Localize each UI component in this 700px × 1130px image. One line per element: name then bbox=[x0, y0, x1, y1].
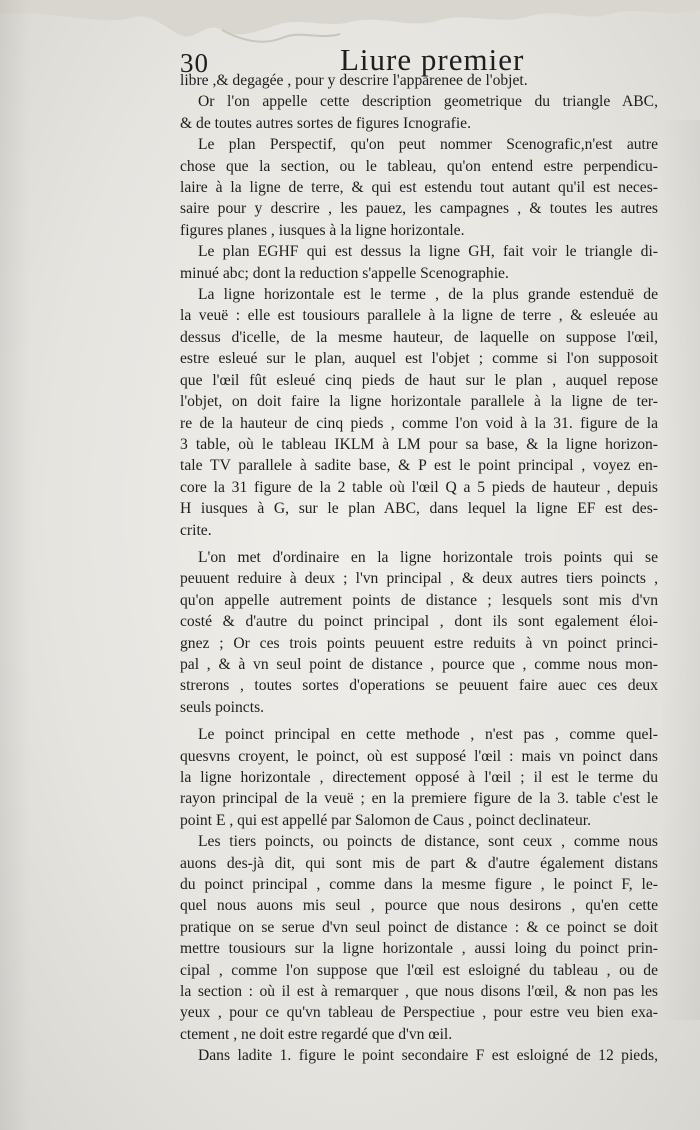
text-line: core la 31 figure de la 2 table où l'œil Q a 5 pieds de hauteur , depuis bbox=[180, 478, 658, 496]
text-line: Le plan EGHF qui est dessus la ligne GH, fait voir le triangle di- bbox=[198, 243, 658, 261]
text-line: qu'on appelle autrement points de distance ; lesquels sont mis d'vn bbox=[180, 591, 658, 609]
text-line: que l'œil fût esleué cinq pieds de haut sur le plan , auquel repose bbox=[180, 371, 658, 389]
text-line: Le plan Perspectif, qu'on peut nommer Scenografic,n'est autre bbox=[198, 136, 658, 154]
text-line: figures planes , iusques à la ligne horizontale. bbox=[180, 221, 465, 239]
text-line: seuls poincts. bbox=[180, 698, 265, 716]
text-line: point E , qui est appellé par Salomon de Caus , poinct declinateur. bbox=[180, 811, 591, 829]
text-line: Les tiers poincts, ou poincts de distance, sont ceux , comme nous bbox=[198, 833, 658, 851]
text-line: auons des-jà dit, qui sont mis de part & d'autre également distans bbox=[180, 854, 658, 872]
text-line: Dans ladite 1. figure le point secondaire F est esloigné de 12 pieds, bbox=[198, 1047, 658, 1065]
text-line: laire à la ligne de terre, & qui est estendu tout autant qu'il est neces- bbox=[180, 179, 658, 197]
text-line: 3 table, où le tableau IKLM à LM pour sa base, & la ligne horizon- bbox=[180, 435, 658, 453]
text-line: rayon principal de la veuë ; en la premiere figure de la 3. table c'est le bbox=[180, 790, 658, 808]
page-edge-shadow bbox=[660, 120, 700, 1020]
text-line: re de la hauteur de cinq pieds , comme l'on void à la 31. figure de la bbox=[180, 414, 658, 432]
text-line: peuuent reduire à deux ; l'vn principal , & deux autres tiers poincts , bbox=[180, 570, 658, 588]
page-number: 30 bbox=[180, 48, 209, 78]
text-line: tale TV parallele à sadite base, & P est le point principal , voyez en- bbox=[180, 457, 658, 475]
text-line: quesvns croyent, le poinct, où est supposé l'œil : mais vn poinct dans bbox=[180, 747, 658, 765]
text-line: saire pour y descrire , les pauez, les campagnes , & toutes les autres bbox=[180, 200, 658, 218]
text-line: ctement , ne doit estre regardé que d'vn œil. bbox=[180, 1025, 453, 1043]
text-line: la ligne horizontale , directement opposé à l'œil ; il est le terme du bbox=[180, 769, 658, 786]
text-line: minué abc; dont la reduction s'appelle Scenographie. bbox=[180, 264, 509, 282]
text-line: & de toutes autres sortes de figures Icnografie. bbox=[180, 114, 471, 132]
text-line: cipal , comme l'on suppose que l'œil est esloigné du tableau , ou de bbox=[180, 961, 658, 979]
text-line: La ligne horizontale est le terme , de la plus grande estenduë de bbox=[198, 286, 658, 304]
page-fold-shadow bbox=[0, 0, 30, 1130]
text-line: strerons , toutes sortes d'operations se peuuent faire auec ces deux bbox=[180, 677, 658, 695]
text-line: H iusques à G, sur le plan ABC, dans lequel la ligne EF est des- bbox=[180, 500, 658, 518]
text-line: quel nous auons mis seul , pource que nous desirons , qu'en cette bbox=[180, 897, 658, 915]
text-line: L'on met d'ordinaire en la ligne horizontale trois points qui se bbox=[198, 548, 658, 566]
running-title: Liure premier bbox=[340, 42, 525, 77]
text-line: dessus d'icelle, de la mesme hauteur, de laquelle on suppose l'œil, bbox=[180, 328, 658, 346]
text-line: libre ,& degagée , pour y descrire l'apparenee de l'objet. bbox=[180, 72, 528, 89]
text-line: la section : où il est à remarquer , que nous disons l'œil, & non pas les bbox=[180, 983, 658, 1001]
body-text bbox=[180, 70, 658, 1067]
text-line: yeux , pour ce qu'vn tableau de Perspectiue , pour estre veu bien exa- bbox=[180, 1004, 658, 1022]
text-line: l'objet, on doit faire la ligne horizontale parallele à la ligne de ter- bbox=[180, 393, 658, 411]
text-line: estre esleué sur le plan, auquel est l'objet ; comme si l'on supposoit bbox=[180, 350, 658, 368]
text-line: du poinct principal , comme dans la mesme figure , le poinct F, le- bbox=[180, 876, 658, 894]
text-line: mettre tousiours sur la ligne horizontale , aussi loing du poinct prin- bbox=[180, 940, 658, 958]
text-line: crite. bbox=[180, 521, 212, 539]
text-line: Le poinct principal en cette methode , n'est pas , comme quel- bbox=[198, 726, 658, 744]
text-line: costé & d'autre du poinct principal , dont ils sont egalement éloi- bbox=[180, 613, 658, 631]
text-line: Or l'on appelle cette description geometrique du triangle ABC, bbox=[198, 93, 658, 111]
text-line: pratique on se serue d'vn seul poinct de distance : & ce poinct se doit bbox=[180, 918, 658, 936]
text-line: chose que la section, ou le tableau, qu'on entend estre perpendicu- bbox=[180, 157, 658, 175]
text-line: gnez ; Or ces trois points peuuent estre reduits à vn poinct princi- bbox=[180, 634, 658, 652]
text-line: pal , & à vn seul point de distance , pource que , comme nous mon- bbox=[180, 655, 658, 673]
text-line: la veuë : elle est tousiours parallele à la ligne de terre , & esleuée au bbox=[180, 307, 658, 325]
